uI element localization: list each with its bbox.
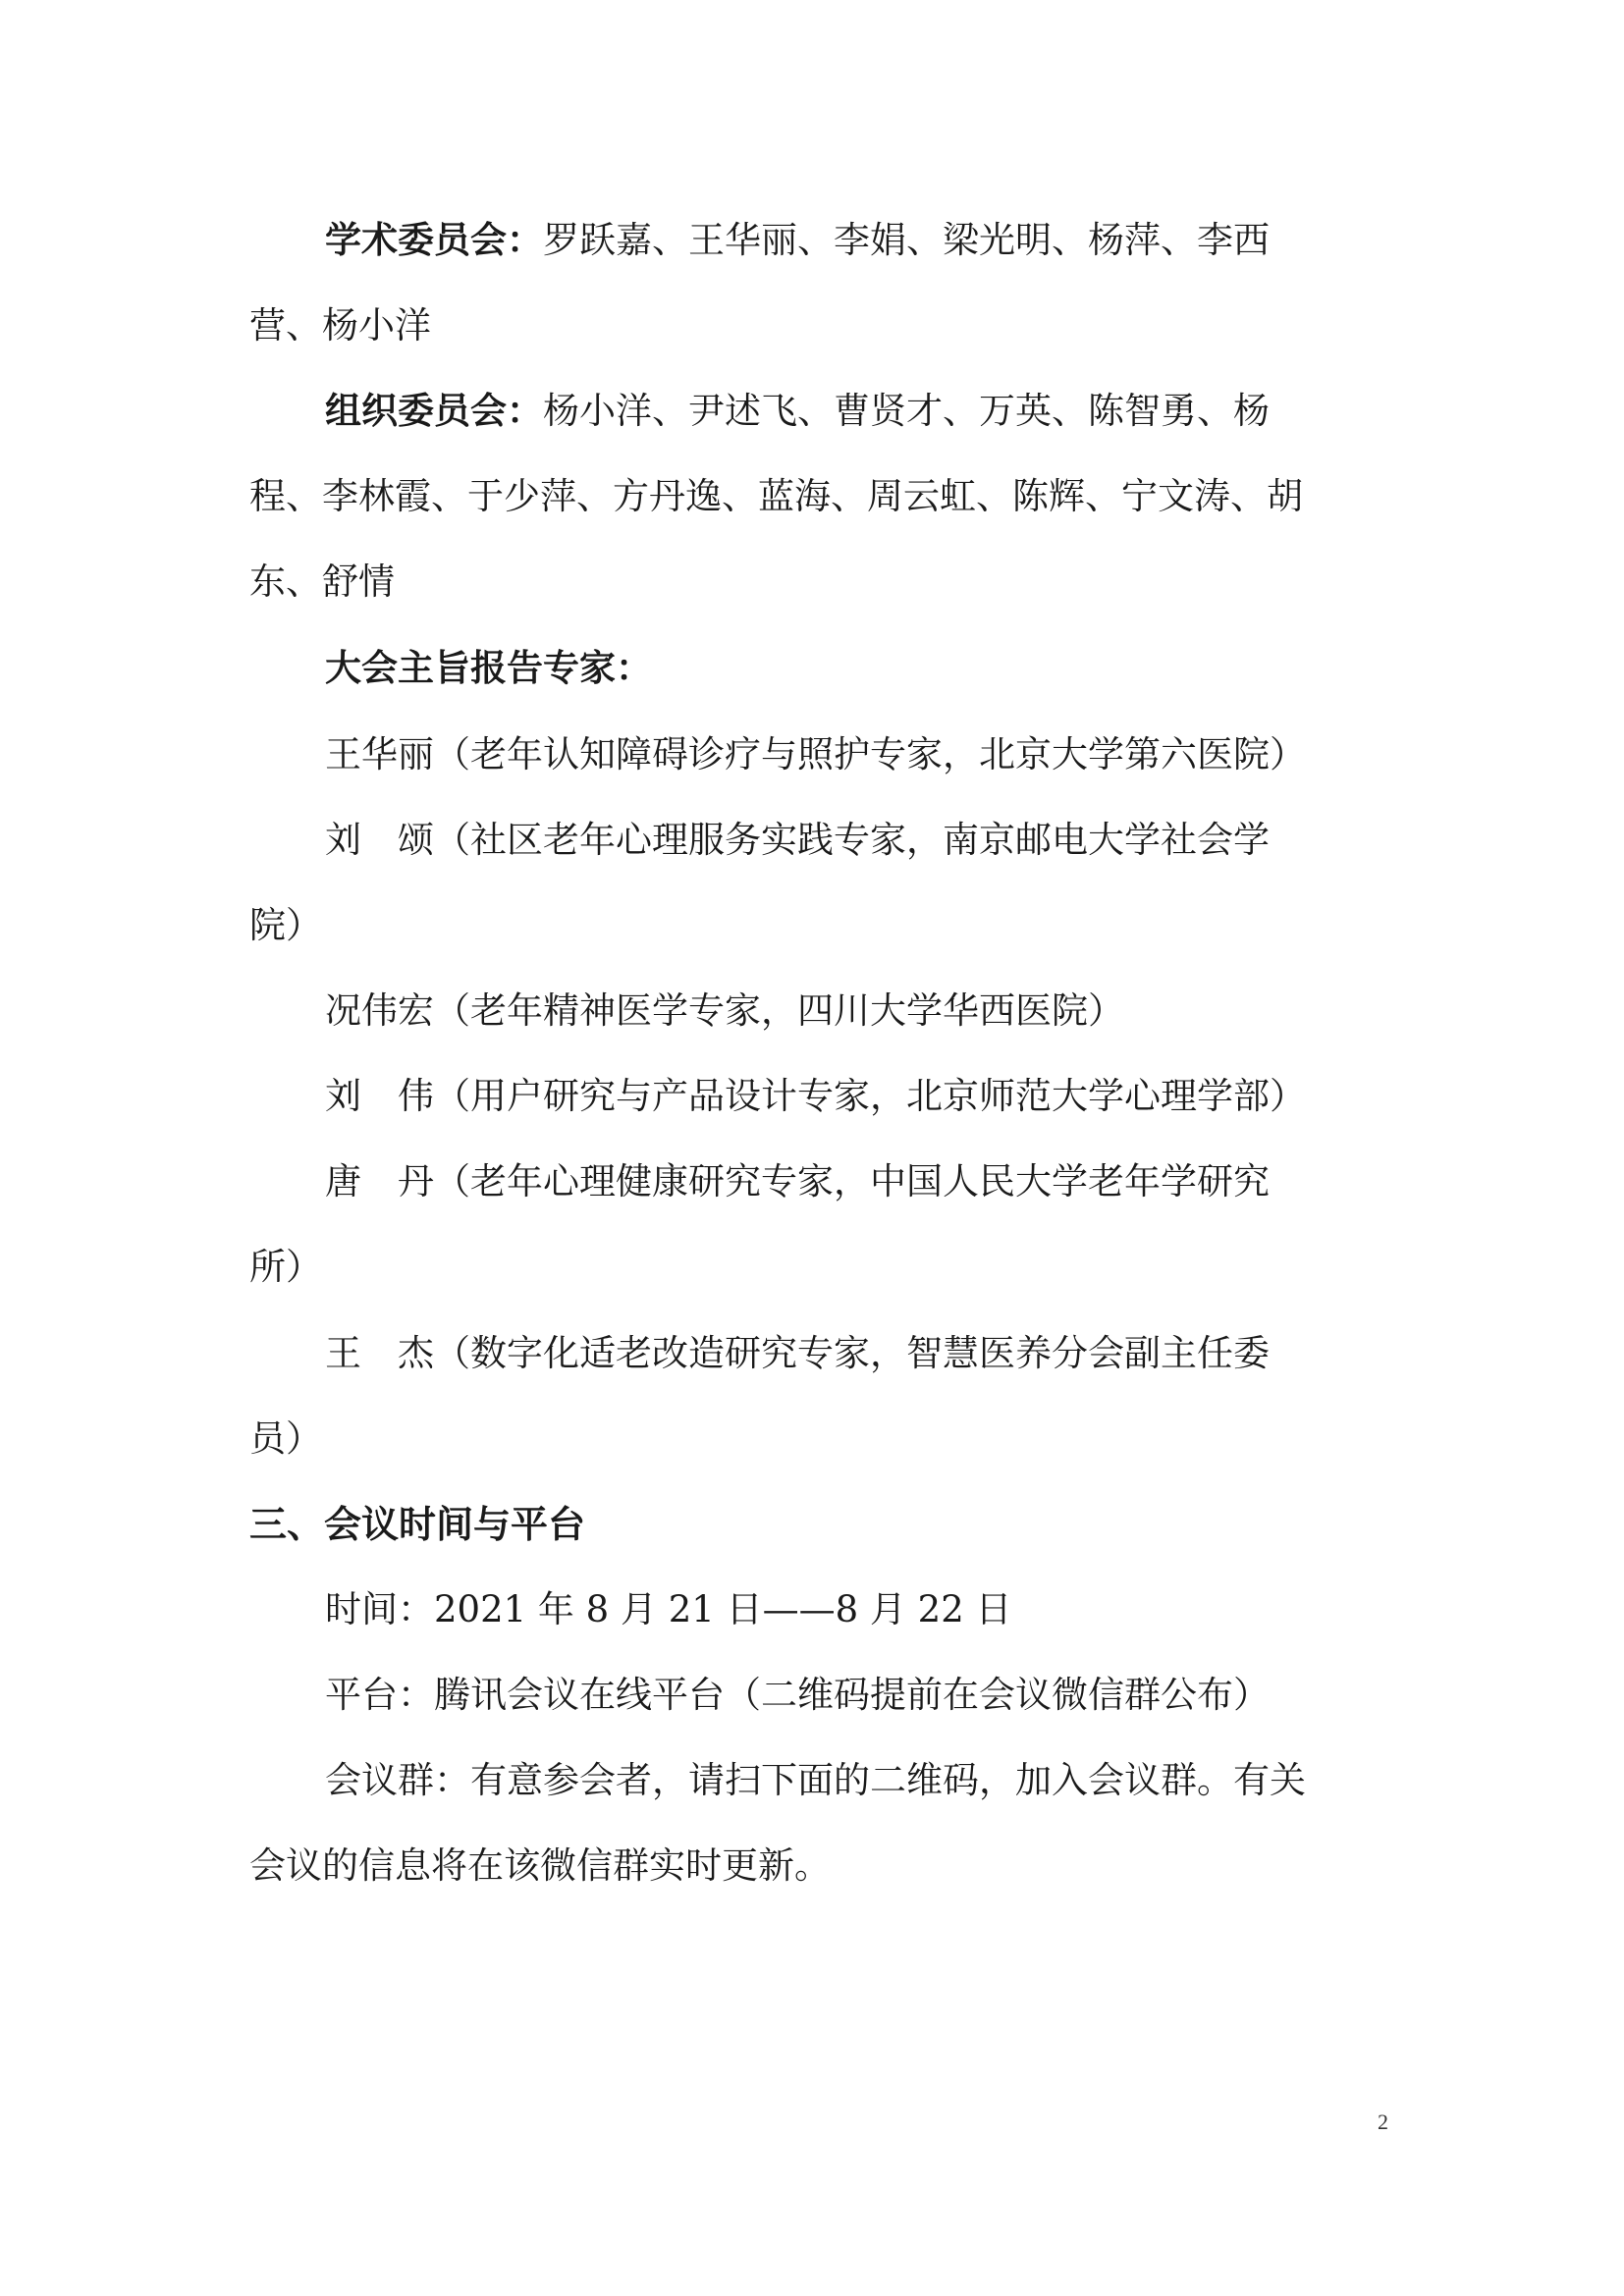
meeting-platform: 平台：腾讯会议在线平台（二维码提前在会议微信群公布） [325, 1674, 1270, 1716]
expert-entry: 唐 丹（老年心理健康研究专家，中国人民大学老年学研究 [325, 1160, 1270, 1202]
expert-entry: 况伟宏（老年精神医学专家，四川大学华西医院） [325, 989, 1124, 1032]
meeting-time: 时间：2021 年 8 月 21 日——8 月 22 日 [325, 1588, 1012, 1630]
organizing-committee-members: 杨小洋、尹述飞、曹贤才、万英、陈智勇、杨 [543, 390, 1270, 432]
academic-committee-members-cont: 营、杨小洋 [249, 304, 431, 347]
organizing-committee-label: 组织委员会： [325, 390, 543, 432]
section-heading: 三、会议时间与平台 [249, 1503, 586, 1546]
expert-entry-cont: 所） [249, 1246, 322, 1288]
meeting-group-cont: 会议的信息将在该微信群实时更新。 [249, 1844, 831, 1887]
expert-entry-cont: 员） [249, 1417, 322, 1460]
meeting-group: 会议群：有意参会者，请扫下面的二维码，加入会议群。有关 [325, 1759, 1306, 1801]
academic-committee-members: 罗跃嘉、王华丽、李娟、梁光明、杨萍、李西 [543, 219, 1270, 261]
expert-entry: 王 杰（数字化适老改造研究专家，智慧医养分会副主任委 [325, 1332, 1270, 1374]
expert-entry-cont: 院） [249, 904, 322, 946]
expert-entry: 王华丽（老年认知障碍诊疗与照护专家，北京大学第六医院） [325, 733, 1306, 775]
academic-committee-label: 学术委员会： [325, 219, 543, 261]
expert-entry: 刘 伟（用户研究与产品设计专家，北京师范大学心理学部） [325, 1075, 1306, 1117]
organizing-committee-members-cont: 程、李林霞、于少萍、方丹逸、蓝海、周云虹、陈辉、宁文涛、胡 [249, 475, 1303, 517]
academic-committee-line [325, 216, 1270, 265]
organizing-committee-line [325, 387, 1270, 436]
keynote-heading: 大会主旨报告专家： [325, 647, 652, 689]
page-number: 2 [1378, 2109, 1388, 2134]
expert-entry: 刘 颂（社区老年心理服务实践专家，南京邮电大学社会学 [325, 819, 1270, 861]
organizing-committee-members-end: 东、舒情 [249, 561, 395, 603]
